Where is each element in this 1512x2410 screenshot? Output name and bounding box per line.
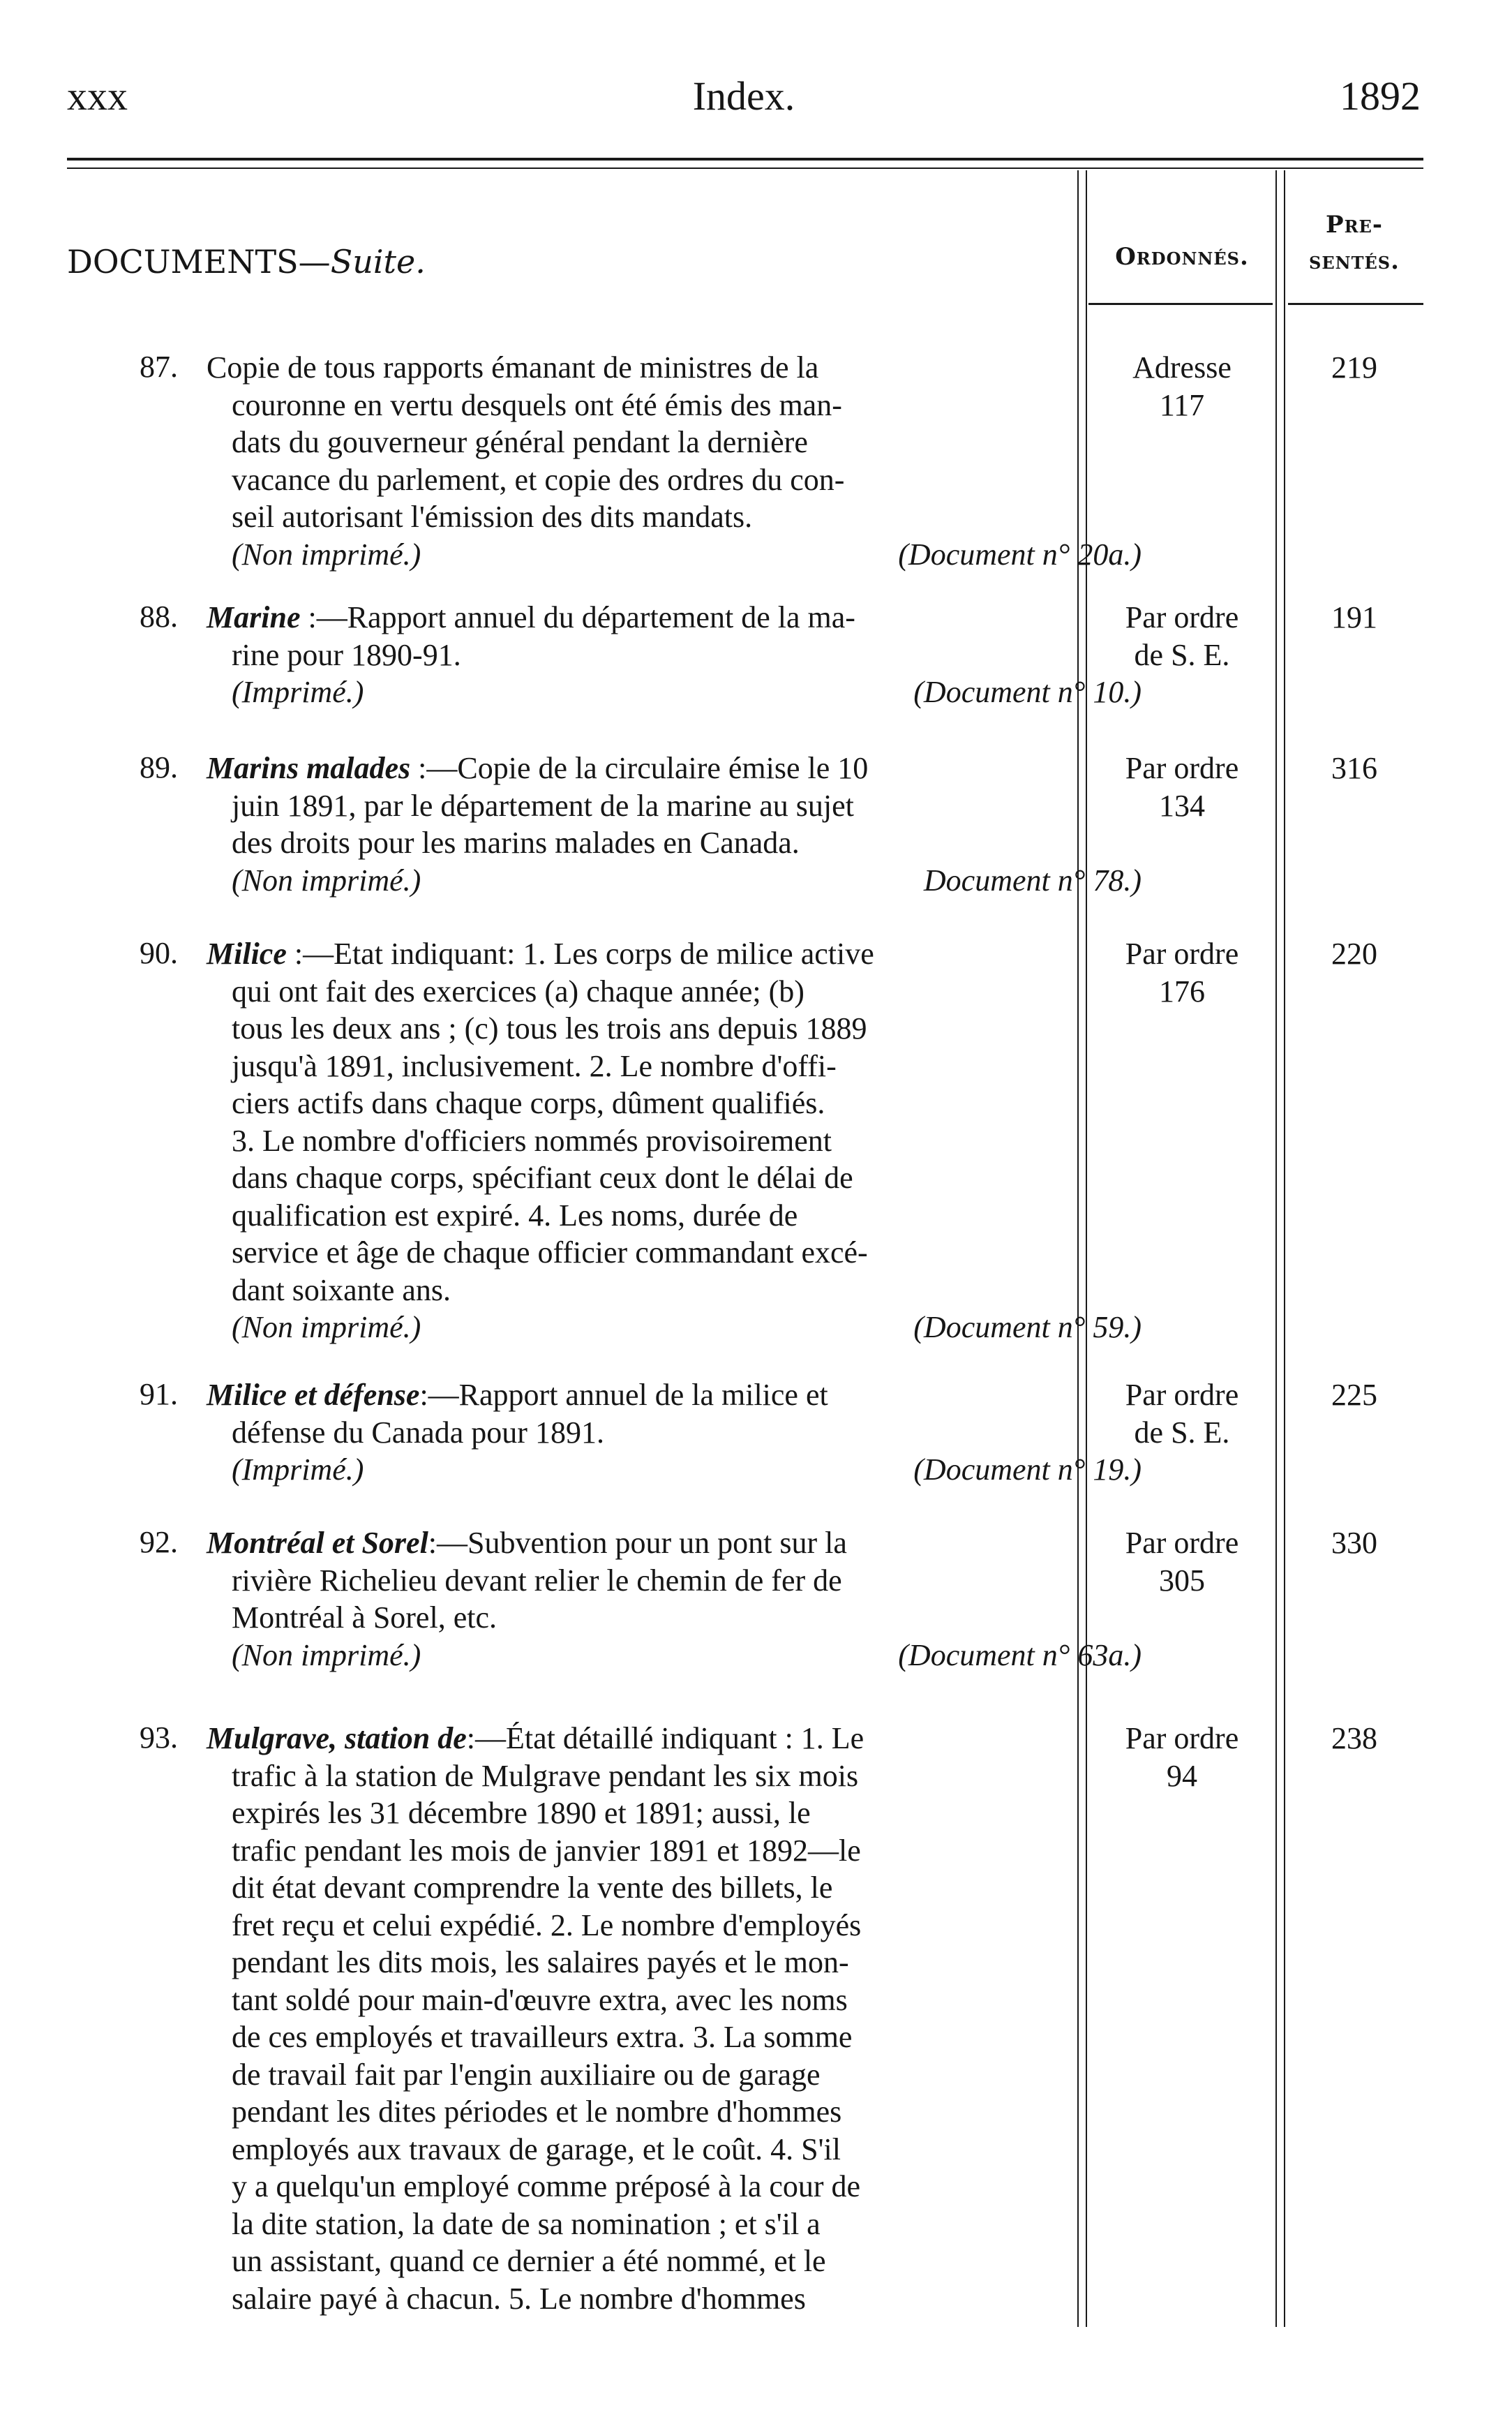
entry-subject: Marine <box>207 600 301 634</box>
ordonnes-line: 176 <box>1159 974 1205 1009</box>
ordonnes-cell <box>1087 1524 1277 1599</box>
entry-line: fret reçu et celui expédié. 2. Le nombre d'employés <box>232 1907 862 1942</box>
ordonnes-line: Par ordre <box>1125 937 1239 971</box>
entry-line: Marine :—Rapport annuel du département de la ma- <box>207 600 855 634</box>
entry-status-line <box>207 862 1142 900</box>
entry-line: de ces employés et travailleurs extra. 3. La somme <box>232 2020 853 2054</box>
print-status: (Non imprimé.) <box>232 537 421 572</box>
ordonnes-line: Par ordre <box>1125 751 1239 785</box>
entry-number: 88. <box>140 600 178 634</box>
entry-description <box>207 935 1142 1346</box>
column-rule <box>1275 170 1277 2327</box>
entry-line: ciers actifs dans chaque corps, dûment qualifiés. <box>232 1086 825 1120</box>
ordonnes-line: de S. E. <box>1134 637 1230 672</box>
entry-line: des droits pour les marins malades en Canada. <box>232 826 800 860</box>
presentes-cell: 219 <box>1331 350 1377 385</box>
presentes-cell: 238 <box>1331 1721 1377 1755</box>
print-status: (Imprimé.) <box>232 675 364 709</box>
document-reference: Document n° 78.) <box>923 863 1142 898</box>
print-status: (Imprimé.) <box>232 1452 364 1487</box>
entry-description <box>207 1524 1142 1674</box>
entry-line: Copie de tous rapports émanant de ministres de la <box>207 350 819 385</box>
entry-line: dans chaque corps, spécifiant ceux dont le délai de <box>232 1161 853 1195</box>
ordonnes-cell <box>1087 1720 1277 1794</box>
entry-line: Mulgrave, station de:—État détaillé indiquant : 1. Le <box>207 1721 864 1755</box>
document-reference: (Document n° 20a.) <box>898 537 1142 572</box>
entry-line: trafic à la station de Mulgrave pendant les six mois <box>232 1758 859 1793</box>
entry-line: de travail fait par l'engin auxiliaire ou de garage <box>232 2057 821 2092</box>
column-header-ordonnes: Ordonnés. <box>1115 243 1249 271</box>
ordonnes-line: Par ordre <box>1125 1526 1239 1560</box>
entry-line: Milice et défense:—Rapport annuel de la milice et <box>207 1378 828 1412</box>
entry-line: 3. Le nombre d'officiers nommés provisoirement <box>232 1123 832 1158</box>
document-reference: (Document n° 19.) <box>913 1452 1142 1487</box>
section-title-main: DOCUMENTS— <box>67 243 331 281</box>
column-header-presentes-line2: sentés. <box>1309 247 1400 275</box>
entry-line: employés aux travaux de garage, et le coût. 4. S'il <box>232 2132 841 2166</box>
column-header-rule <box>1088 303 1273 305</box>
entry-number: 89. <box>140 750 178 784</box>
document-reference: (Document n° 10.) <box>913 675 1142 709</box>
presentes-cell: 191 <box>1331 600 1377 634</box>
section-title <box>67 243 426 281</box>
entry-status-line <box>207 1451 1142 1489</box>
entry-description <box>207 599 1142 711</box>
year: 1892 <box>1340 73 1421 119</box>
presentes-cell: 225 <box>1331 1378 1377 1412</box>
entry-line: rivière Richelieu devant relier le chemin de fer de <box>232 1563 842 1598</box>
entry-number: 91. <box>140 1377 178 1411</box>
ordonnes-cell <box>1087 1376 1277 1451</box>
entry-line: service et âge de chaque officier commandant excé- <box>232 1235 868 1270</box>
entry-description <box>207 1376 1142 1489</box>
entry-line: Milice :—Etat indiquant: 1. Les corps de milice active <box>207 937 874 971</box>
column-header-presentes <box>1285 207 1423 279</box>
header-rule-thick <box>67 158 1423 161</box>
entry-line: expirés les 31 décembre 1890 et 1891; aussi, le <box>232 1796 811 1830</box>
print-status: (Non imprimé.) <box>232 863 421 898</box>
presentes-cell: 316 <box>1331 751 1377 785</box>
ordonnes-cell <box>1087 599 1277 674</box>
column-rule <box>1284 170 1285 2327</box>
entry-line: trafic pendant les mois de janvier 1891 et 1892—le <box>232 1833 861 1868</box>
entry-line: seil autorisant l'émission des dits mandats. <box>232 500 753 534</box>
ordonnes-cell <box>1087 935 1277 1010</box>
entry-description <box>207 349 1142 573</box>
entry-line: pendant les dites périodes et le nombre d'hommes <box>232 2095 842 2129</box>
entry-line: dit état devant comprendre la vente des billets, le <box>232 1870 833 1905</box>
entry-subject: Milice et défense <box>207 1378 420 1412</box>
entry-subject: Milice <box>207 937 287 971</box>
entry-subject: Mulgrave, station de <box>207 1721 467 1755</box>
entry-line: tant soldé pour main-d'œuvre extra, avec les noms <box>232 1982 848 2017</box>
ordonnes-line: de S. E. <box>1134 1415 1230 1450</box>
ordonnes-cell <box>1087 349 1277 424</box>
entry-line: couronne en vertu desquels ont été émis des man- <box>232 387 842 422</box>
entry-line: la dite station, la date de sa nomination ; et s'il a <box>232 2206 821 2241</box>
section-title-suffix: Suite. <box>330 243 426 281</box>
entry-line: qui ont fait des exercices (a) chaque année; (b) <box>232 974 804 1009</box>
ordonnes-line: 305 <box>1159 1563 1205 1598</box>
ordonnes-cell <box>1087 750 1277 824</box>
entry-line: y a quelqu'un employé comme préposé à la cour de <box>232 2169 861 2203</box>
print-status: (Non imprimé.) <box>232 1310 421 1344</box>
entry-description <box>207 750 1142 899</box>
entry-line: salaire payé à chacun. 5. Le nombre d'hommes <box>232 2281 806 2316</box>
entry-line: rine pour 1890-91. <box>232 637 461 672</box>
ordonnes-line: Par ordre <box>1125 1378 1239 1412</box>
entry-status-line <box>207 1309 1142 1346</box>
entry-subject: Montréal et Sorel <box>207 1526 428 1560</box>
ordonnes-line: Par ordre <box>1125 600 1239 634</box>
column-header-presentes-line1: Pre- <box>1326 211 1383 239</box>
entry-line: pendant les dits mois, les salaires payés et le mon- <box>232 1945 849 1979</box>
column-header-rule <box>1288 303 1423 305</box>
entry-status-line <box>207 674 1142 711</box>
entry-description <box>207 1720 1142 2317</box>
entry-line: un assistant, quand ce dernier a été nommé, et le <box>232 2244 826 2278</box>
running-head <box>67 73 1421 128</box>
entry-line: juin 1891, par le département de la marine au sujet <box>232 788 854 823</box>
ordonnes-line: Par ordre <box>1125 1721 1239 1755</box>
entry-line: dant soixante ans. <box>232 1272 451 1307</box>
entry-line: jusqu'à 1891, inclusivement. 2. Le nombre d'offi- <box>232 1048 837 1083</box>
document-reference: (Document n° 63a.) <box>898 1637 1142 1672</box>
page-title: Index. <box>692 73 795 119</box>
ordonnes-line: 94 <box>1167 1758 1197 1793</box>
entry-number: 92. <box>140 1525 178 1559</box>
ordonnes-line: Adresse <box>1132 350 1232 385</box>
entry-line: tous les deux ans ; (c) tous les trois ans depuis 1889 <box>232 1011 867 1046</box>
entry-line: Marins malades :—Copie de la circulaire émise le 10 <box>207 751 869 785</box>
ordonnes-line: 117 <box>1159 387 1205 422</box>
entry-status-line <box>207 1637 1142 1674</box>
presentes-cell: 220 <box>1331 937 1377 971</box>
entry-number: 87. <box>140 350 178 384</box>
ordonnes-line: 134 <box>1159 788 1205 823</box>
entry-line: Montréal à Sorel, etc. <box>232 1600 497 1635</box>
header-rule-thin <box>67 168 1423 169</box>
entry-line: vacance du parlement, et copie des ordres du con- <box>232 462 845 497</box>
entry-line: Montréal et Sorel:—Subvention pour un pont sur la <box>207 1526 847 1560</box>
entry-line: défense du Canada pour 1891. <box>232 1415 604 1450</box>
entry-status-line <box>207 536 1142 574</box>
presentes-cell: 330 <box>1331 1526 1377 1560</box>
entry-subject: Marins malades <box>207 751 411 785</box>
page-number-roman: xxx <box>67 73 128 119</box>
document-reference: (Document n° 59.) <box>913 1310 1142 1344</box>
entry-number: 93. <box>140 1720 178 1755</box>
entry-number: 90. <box>140 936 178 970</box>
entry-line: dats du gouverneur général pendant la dernière <box>232 425 808 459</box>
print-status: (Non imprimé.) <box>232 1637 421 1672</box>
entry-line: qualification est expiré. 4. Les noms, durée de <box>232 1198 798 1233</box>
